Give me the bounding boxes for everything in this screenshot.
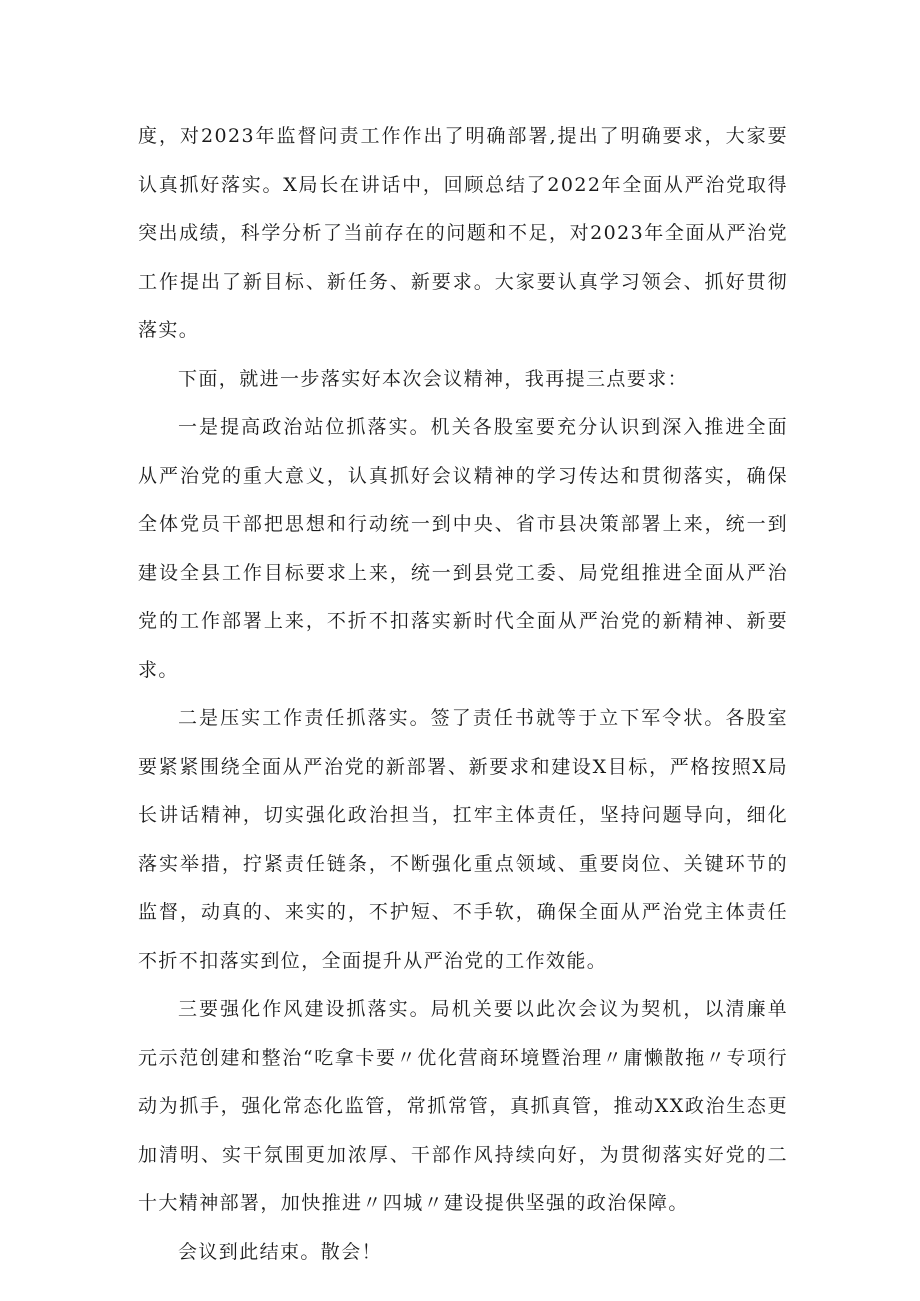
paragraph-intro-requirements: 下面，就进一步落实好本次会议精神，我再提三点要求：: [178, 367, 689, 390]
paragraph-requirement-1: 一是提高政治站位抓落实。机关各股室要充分认识到深入推进全面从严治党的重大意义，认真抓好会议精神的学习传达和贯彻落实，确保全体党员干部把思想和行动统一到中央、省市县决策部署上来，统一到建设全县工作目标要求上来，统一到县党工委、局党组推进全面从严治党的工作部署上来，不折不扣落实新时代全面从严治党的新精神、新要求。: [138, 416, 788, 681]
paragraph-requirement-2: 二是压实工作责任抓落实。签了责任书就等于立下军令状。各股室要紧紧围绕全面从严治党的新部署、新要求和建设X目标，严格按照X局长讲话精神，切实强化政治担当，扛牢主体责任，坚持问题导向，细化落实举措，拧紧责任链条，不断强化重点领域、重要岗位、关键环节的监督，动真的、来实的，不护短、不手软，确保全面从严治党主体责任不折不扣落实到位，全面提升从严治党的工作效能。: [138, 707, 788, 972]
paragraph-closing: 会议到此结束。散会！: [178, 1240, 383, 1263]
paragraph-requirement-3: 三要强化作风建设抓落实。局机关要以此次会议为契机，以清廉单元示范创建和整治“吃拿卡要〃优化营商环境暨治理〃庸懒散拖〃专项行动为抓手，强化常态化监管，常抓常管，真抓真管，推动XX政治生态更加清明、实干氛围更加浓厚、干部作风持续向好，为贯彻落实好党的二十大精神部署，加快推进〃四城〃建设提供坚强的政治保障。: [138, 998, 788, 1214]
paragraph-continuation: 度，对2023年监督问责工作作出了明确部署,提出了明确要求，大家要认真抓好落实。X局长在讲话中，回顾总结了2022年全面从严治党取得突出成绩，科学分析了当前存在的问题和不足，对2023年全面从严治党工作提出了新目标、新任务、新要求。大家要认真学习领会、抓好贯彻落实。: [138, 125, 788, 341]
document-body: [138, 112, 788, 1276]
